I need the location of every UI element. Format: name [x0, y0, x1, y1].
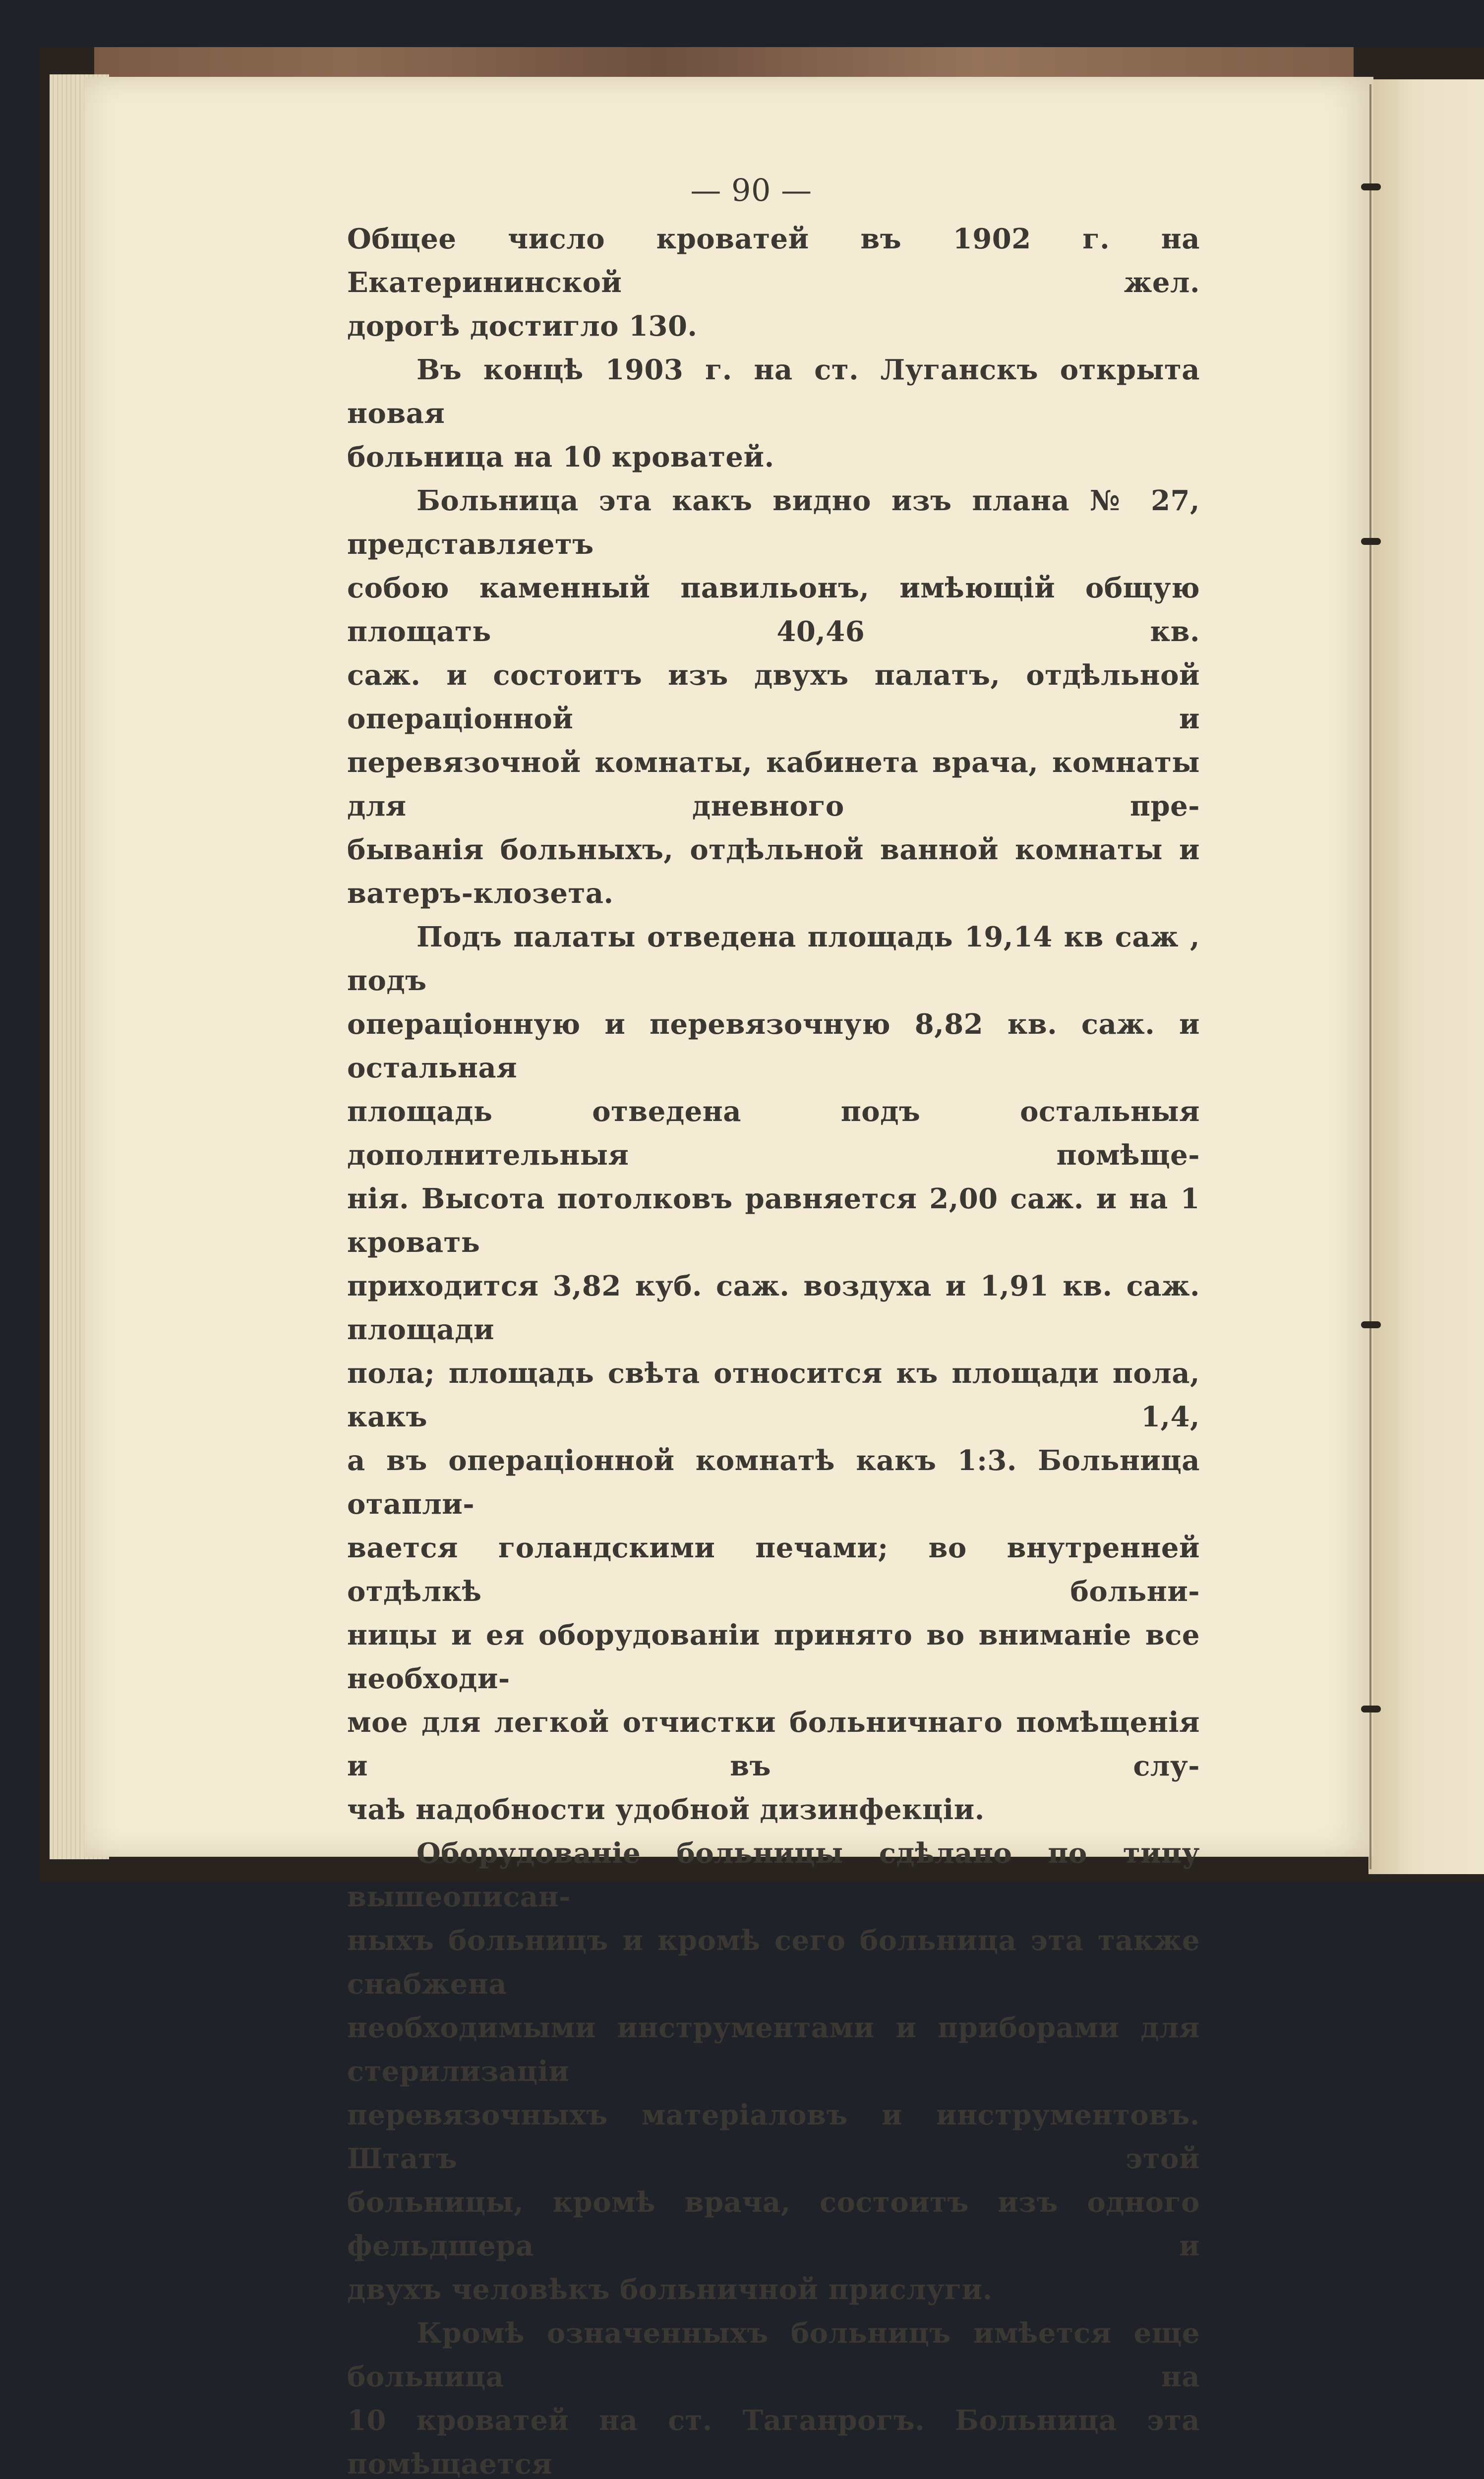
- paragraph: [347, 348, 1200, 479]
- text-line: дорогѣ достигло 130.: [347, 310, 698, 343]
- text-line: приходится 3,82 куб. саж. воздуха и 1,91 кв. саж. площади: [347, 1270, 1200, 1346]
- paragraph: [347, 2311, 1200, 2479]
- text-line: площадь отведена подъ остальныя дополнительныя помѣще-: [347, 1095, 1200, 1172]
- text-line: Кромѣ означенныхъ больницъ имѣется еще больница на: [347, 2317, 1200, 2393]
- text-line: необходимыми инструментами и приборами для стерилизаціи: [347, 2011, 1200, 2088]
- text-line: саж. и состоитъ изъ двухъ палатъ, отдѣльной операціонной и: [347, 659, 1200, 735]
- paragraph: [347, 217, 1200, 348]
- text-line: больница на 10 кроватей.: [347, 441, 774, 473]
- page-gutter: [1369, 84, 1371, 1869]
- text-line: ницы и ея оборудованіи принято во вниманіе все необходи-: [347, 1619, 1200, 1695]
- text-line: пола; площадь свѣта относится къ площади пола, какъ 1,4,: [347, 1357, 1200, 1433]
- paragraph: [347, 1831, 1200, 2311]
- text-line: мое для легкой отчистки больничнаго помѣщенія и въ слу-: [347, 1706, 1200, 1782]
- text-line: 10 кроватей на ст. Таганрогъ. Больница эта помѣщается: [347, 2404, 1200, 2479]
- text-line: чаѣ надобности удобной дизинфекціи.: [347, 1793, 985, 1826]
- text-line: операціонную и перевязочную 8,82 кв. саж. и остальная: [347, 1008, 1200, 1084]
- text-line: быванія больныхъ, отдѣльной ванной комнаты и ватеръ-клозета.: [347, 833, 1200, 910]
- text-line: Оборудованіе больницы сдѣлано по типу вышеописан-: [347, 1837, 1200, 1913]
- text-line: Въ концѣ 1903 г. на ст. Луганскъ открыта новая: [347, 354, 1200, 430]
- text-line: Подъ палаты отведена площадь 19,14 кв саж , подъ: [347, 921, 1200, 997]
- text-line: перевязочныхъ матеріаловъ и инструментовъ. Штатъ этой: [347, 2099, 1200, 2175]
- binding-thread-mark: [1361, 1706, 1381, 1712]
- text-line: больницы, кромѣ врача, состоитъ изъ одного фельдшера и: [347, 2186, 1200, 2262]
- text-line: ныхъ больницъ и кромѣ сего больница эта также снабжена: [347, 1924, 1200, 2001]
- binding-thread-mark: [1361, 1321, 1381, 1328]
- binding-thread-mark: [1361, 183, 1381, 190]
- facing-page: [1368, 79, 1484, 1874]
- text-line: собою каменный павильонъ, имѣющій общую площать 40,46 кв.: [347, 572, 1200, 648]
- paragraph: [347, 915, 1200, 1831]
- text-line: нія. Высота потолковъ равняется 2,00 саж. и на 1 кровать: [347, 1182, 1200, 1259]
- text-line: перевязочной комнаты, кабинета врача, комнаты для дневного пре-: [347, 746, 1200, 823]
- text-line: Больница эта какъ видно изъ плана № 27, представляетъ: [347, 484, 1200, 561]
- text-line: Общее число кроватей въ 1902 г. на Екатерининской жел.: [347, 223, 1200, 299]
- paragraphs: [347, 217, 1200, 2479]
- binding-thread-mark: [1361, 538, 1381, 545]
- page-text: [347, 169, 1200, 2479]
- paragraph: [347, 479, 1200, 915]
- text-line: двухъ человѣкъ больничной прислуги.: [347, 2273, 993, 2306]
- text-line: вается голандскими печами; во внутренней отдѣлкѣ больни-: [347, 1532, 1200, 1608]
- text-line: а въ операціонной комнатѣ какъ 1:3. Больница отапли-: [347, 1444, 1200, 1521]
- page-number: — 90 —: [690, 172, 812, 208]
